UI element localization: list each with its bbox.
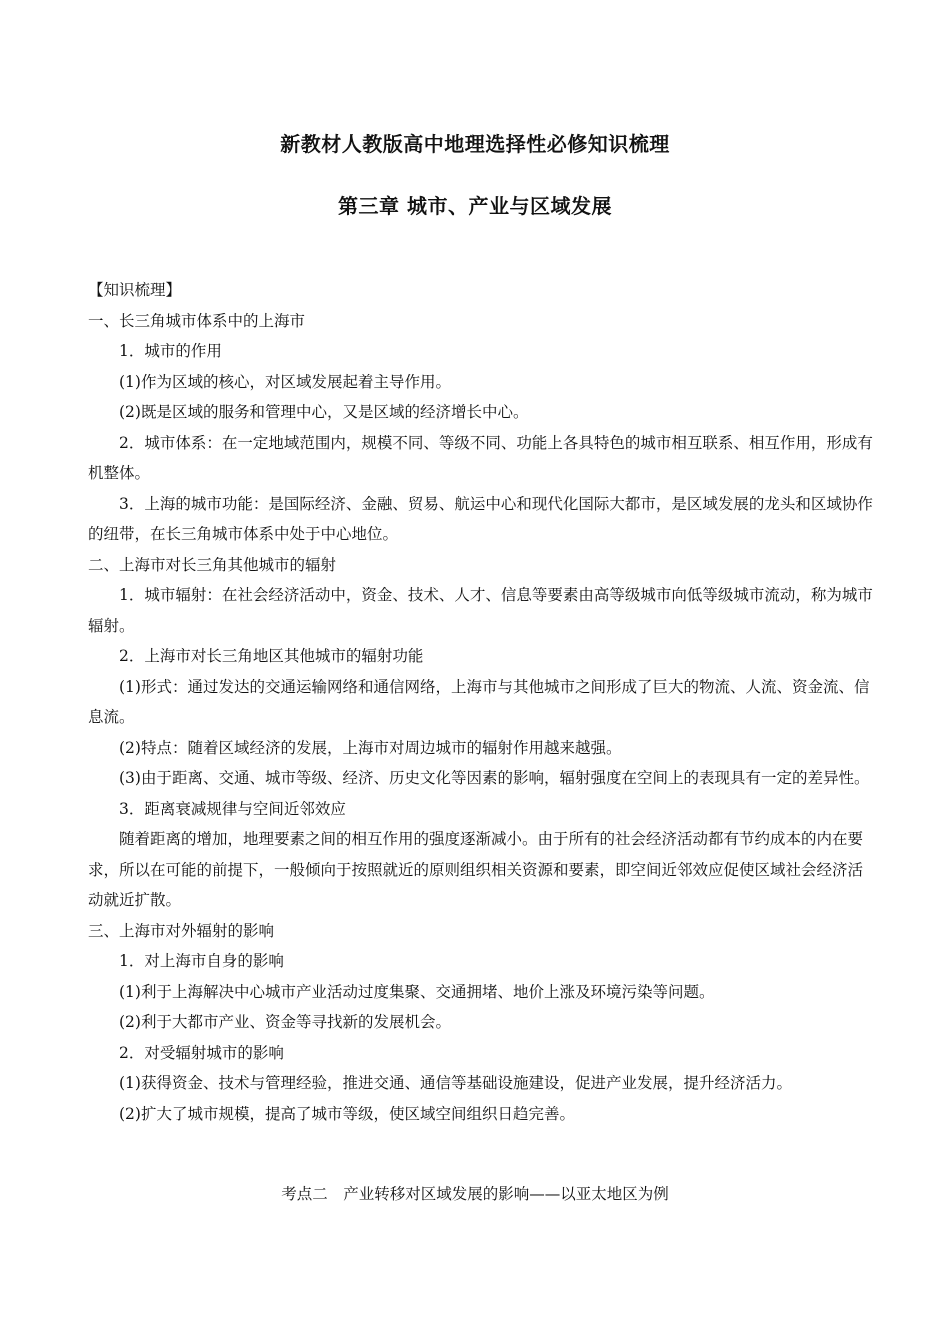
paragraph: 2．对受辐射城市的影响	[119, 1043, 284, 1062]
paragraph: (2)特点：随着区域经济的发展，上海市对周边城市的辐射作用越来越强。	[119, 738, 622, 757]
paragraph: 2．城市体系：在一定地域范围内，规模不同、等级不同、功能上各具特色的城市相互联系、相互作用，形成有机整体。	[88, 433, 873, 482]
paragraph: (1)利于上海解决中心城市产业活动过度集聚、交通拥堵、地价上涨及环境污染等问题。	[119, 982, 715, 1001]
paragraph: (1)作为区域的核心，对区域发展起着主导作用。	[119, 372, 451, 391]
paragraph: 3．距离衰减规律与空间近邻效应	[119, 799, 346, 818]
section-heading: 二、上海市对长三角其他城市的辐射	[88, 555, 337, 574]
paragraph: (1)获得资金、技术与管理经验，推进交通、通信等基础设施建设，促进产业发展，提升经济活力。	[119, 1074, 792, 1092]
document-body	[88, 275, 878, 1129]
chapter-title: 第三章 城市、产业与区域发展	[338, 194, 612, 218]
paragraph: 3．上海的城市功能：是国际经济、金融、贸易、航运中心和现代化国际大都市，是区域发展的龙头和区域协作的纽带，在长三角城市体系中处于中心地位。	[88, 494, 873, 543]
paragraph: (2)扩大了城市规模，提高了城市等级，使区域空间组织日趋完善。	[119, 1104, 575, 1123]
paragraph: 1．对上海市自身的影响	[119, 952, 284, 970]
section-heading: 三、上海市对外辐射的影响	[88, 921, 275, 940]
paragraph: 2．上海市对长三角地区其他城市的辐射功能	[119, 647, 424, 665]
paragraph: 1．城市的作用	[119, 342, 222, 360]
paragraph: (3)由于距离、交通、城市等级、经济、历史文化等因素的影响，辐射强度在空间上的表现具有一定的差异性。	[119, 769, 870, 787]
paragraph: 1．城市辐射：在社会经济活动中，资金、技术、人才、信息等要素由高等级城市向低等级城市流动，称为城市辐射。	[88, 586, 873, 635]
paragraph: 随着距离的增加，地理要素之间的相互作用的强度逐渐减小。由于所有的社会经济活动都有节约成本的内在要求，所以在可能的前提下，一般倾向于按照就近的原则组织相关资源和要素，即空间近邻效应促使区域社会经济活动就近扩散。	[88, 830, 864, 909]
document-title: 新教材人教版高中地理选择性必修知识梳理	[280, 132, 670, 156]
next-section-title: 考点二 产业转移对区域发展的影响——以亚太地区为例	[281, 1185, 669, 1203]
section-label: 【知识梳理】	[88, 281, 182, 299]
paragraph: (2)既是区域的服务和管理中心，又是区域的经济增长中心。	[119, 403, 529, 421]
paragraph: (2)利于大都市产业、资金等寻找新的发展机会。	[119, 1013, 451, 1031]
paragraph: (1)形式：通过发达的交通运输网络和通信网络，上海市与其他城市之间形成了巨大的物流、人流、资金流、信息流。	[88, 677, 870, 726]
section-heading: 一、长三角城市体系中的上海市	[88, 311, 306, 330]
